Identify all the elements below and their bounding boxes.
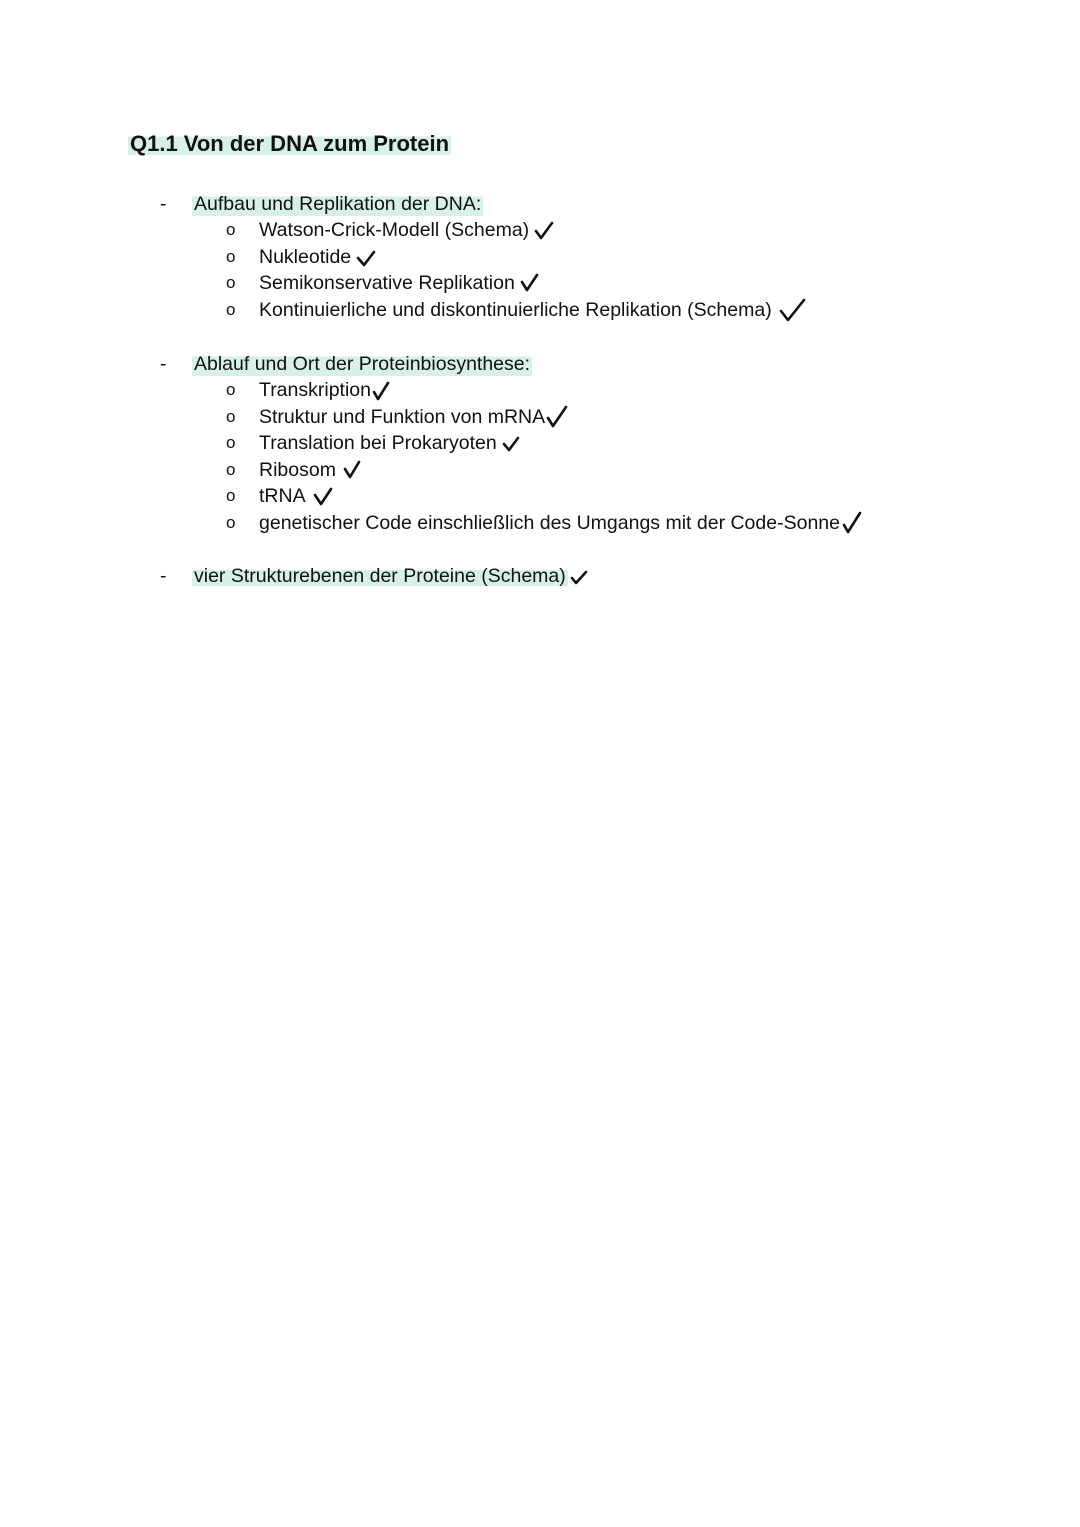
section-heading — [0, 351, 1080, 377]
item-label: Struktur und Funktion von mRNA — [259, 405, 546, 428]
check-mark-icon — [501, 434, 521, 454]
item-label: genetischer Code einschließlich des Umgangs mit der Code-Sonne — [259, 511, 840, 534]
circle-bullet: o — [226, 433, 236, 452]
circle-bullet: o — [226, 512, 236, 532]
list-item — [0, 217, 1080, 244]
section-label: vier Strukturebenen der Proteine (Schema) — [194, 565, 566, 587]
item-text-wrap — [259, 217, 555, 244]
item-label: Nukleotide — [259, 245, 352, 268]
list-item — [0, 244, 1080, 271]
list-item — [0, 270, 1080, 297]
section-dna-structure — [0, 191, 1080, 323]
item-label: Kontinuierliche und diskontinuierliche Replikation (Schema) — [259, 298, 772, 321]
check-mark-icon — [569, 567, 589, 587]
item-label: Semikonservative Replikation — [259, 272, 515, 294]
item-label: Transkription — [259, 379, 371, 401]
item-text-wrap — [259, 377, 390, 404]
check-mark-icon — [842, 511, 862, 535]
section-heading — [0, 191, 1080, 217]
dash-bullet: - — [160, 353, 167, 375]
document-title-text: Q1.1 Von der DNA zum Protein — [130, 131, 450, 156]
circle-bullet: o — [226, 486, 236, 505]
item-text-wrap — [259, 297, 806, 324]
item-text-wrap — [259, 457, 362, 484]
item-list — [0, 377, 1080, 536]
list-item — [0, 297, 1080, 324]
item-text-wrap — [259, 270, 541, 297]
check-mark-icon — [778, 297, 806, 323]
check-mark-icon — [355, 246, 377, 268]
list-item — [0, 510, 1080, 537]
list-item — [0, 404, 1080, 431]
document-title — [128, 128, 451, 160]
check-mark-icon — [519, 273, 541, 295]
item-text-wrap — [259, 510, 862, 537]
dash-bullet: - — [160, 565, 167, 587]
circle-bullet: o — [226, 459, 236, 479]
check-mark-icon — [312, 486, 334, 508]
circle-bullet: o — [226, 220, 236, 239]
list-item — [0, 377, 1080, 404]
check-mark-icon — [546, 405, 568, 429]
list-item — [0, 430, 1080, 457]
circle-bullet: o — [226, 273, 236, 292]
section-protein-biosynthesis — [0, 351, 1080, 536]
item-label: Translation bei Prokaryoten — [259, 432, 497, 454]
section-label: Ablauf und Ort der Proteinbiosynthese: — [194, 353, 531, 375]
circle-bullet: o — [226, 406, 236, 426]
check-mark-icon — [372, 380, 390, 402]
circle-bullet: o — [226, 299, 236, 319]
list-item — [0, 483, 1080, 510]
section-label-wrap — [192, 563, 589, 589]
item-label: Ribosom — [259, 458, 336, 481]
item-label: tRNA — [259, 485, 306, 507]
circle-bullet: o — [226, 380, 236, 399]
list-item — [0, 457, 1080, 484]
item-text-wrap — [259, 483, 334, 510]
item-label: Watson-Crick-Modell (Schema) — [259, 219, 530, 241]
circle-bullet: o — [226, 246, 236, 266]
item-list — [0, 217, 1080, 323]
section-heading — [0, 563, 1080, 589]
check-mark-icon — [533, 220, 555, 242]
dash-bullet: - — [160, 193, 167, 215]
check-mark-icon — [342, 459, 362, 481]
item-text-wrap — [259, 404, 568, 431]
section-protein-structure — [0, 563, 1080, 589]
item-text-wrap — [259, 430, 521, 457]
section-label: Aufbau und Replikation der DNA: — [194, 193, 482, 215]
item-text-wrap — [259, 244, 377, 271]
